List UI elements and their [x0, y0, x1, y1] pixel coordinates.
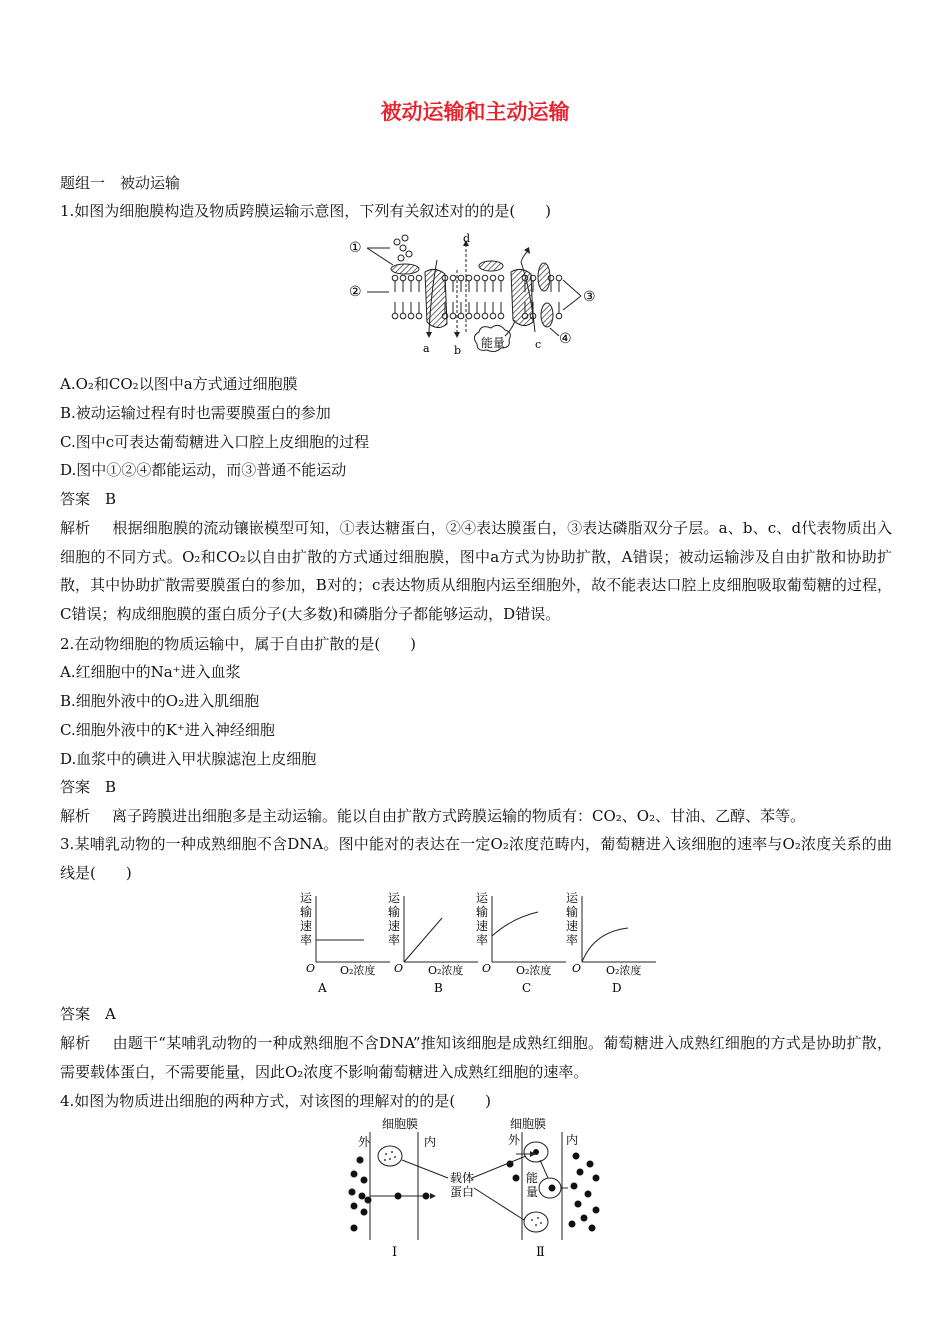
- page-title: 被动运输和主动运输: [380, 100, 570, 124]
- q2-option-c: C.细胞外液中的K⁺进入神经细胞: [60, 721, 275, 739]
- q3-graphs: [296, 888, 666, 1000]
- q4-transport-figure: [340, 1116, 610, 1260]
- svg-text:率: 率: [476, 933, 489, 947]
- graph-b: [388, 891, 478, 995]
- fig1-carrier: [378, 1146, 402, 1166]
- label-2: ②: [349, 284, 362, 300]
- sugar-chain: [394, 235, 412, 261]
- label-b: b: [454, 344, 462, 357]
- svg-text:细胞膜: 细胞膜: [382, 1117, 419, 1131]
- svg-text:运: 运: [566, 891, 579, 905]
- q1-stem: 1.如图为细胞膜构造及物质跨膜运输示意图，下列有关叙述对的的是( ): [60, 202, 552, 220]
- graph-d: [566, 891, 656, 995]
- svg-text:运: 运: [388, 891, 401, 905]
- svg-text:输: 输: [388, 905, 401, 919]
- q1-analysis: 解析 根据细胞膜的流动镶嵌模型可知，①表达糖蛋白，②④表达膜蛋白，③表达磷脂双分子层。a、b、c、d代表物质出入细胞的不同方式。O₂和CO₂以自由扩散的方式通过细胞膜，图中a方式为协助扩散，A错误；被动运输涉及自由扩散和协助扩散，其中协助扩散需要膜蛋白的参加，B对的；c表达物质从细胞内运至细胞外，故不能表达口腔上皮细胞吸取葡萄糖的过程，C错误；构成细胞膜的蛋白质分子(大多数)和磷脂分子都能够运动，D错误。: [60, 519, 892, 623]
- svg-text:内: 内: [566, 1133, 579, 1147]
- svg-text:O: O: [482, 962, 492, 975]
- svg-text:速: 速: [388, 919, 401, 933]
- channel-protein-a: [425, 269, 447, 327]
- q1-answer: 答案 B: [60, 490, 117, 508]
- svg-text:C: C: [522, 981, 532, 995]
- label-4: ④: [559, 331, 572, 347]
- fig1-outside-molecules: [349, 1157, 372, 1232]
- phospholipid-top-row: [392, 275, 562, 281]
- label-energy: 能量: [481, 336, 506, 350]
- q2-stem: 2.在动物细胞的物质运输中，属于自由扩散的是( ): [60, 635, 417, 653]
- q3-analysis: 解析 由题干“某哺乳动物的一种成熟细胞不含DNA”推知该细胞是成熟红细胞。葡萄糖进入成熟红细胞的方式是协助扩散，需要载体蛋白，不需要能量，因此O₂浓度不影响葡萄糖进入成熟红细胞的速率。: [60, 1034, 892, 1081]
- svg-text:外: 外: [358, 1135, 371, 1149]
- q3-answer: 答案 A: [60, 1005, 116, 1023]
- svg-text:量: 量: [526, 1185, 539, 1199]
- curve-c: [492, 912, 538, 936]
- curve-b: [404, 918, 442, 962]
- q1-option-c: C.图中c可表达葡萄糖进入口腔上皮细胞的过程: [60, 433, 370, 451]
- q1-option-a: A.O₂和CO₂以图中a方式通过细胞膜: [60, 375, 298, 393]
- q1-membrane-figure: [345, 232, 610, 360]
- label-d: d: [463, 232, 471, 245]
- q2-answer: 答案 B: [60, 778, 117, 796]
- curve-d: [582, 928, 628, 962]
- q2-option-b: B.细胞外液中的O₂进入肌细胞: [60, 692, 260, 710]
- svg-text:O₂浓度: O₂浓度: [606, 964, 642, 977]
- q2-option-a: A.红细胞中的Na⁺进入血浆: [60, 663, 241, 681]
- svg-text:A: A: [318, 981, 327, 995]
- svg-text:速: 速: [476, 919, 489, 933]
- label-c: c: [535, 338, 542, 351]
- svg-text:O: O: [572, 962, 582, 975]
- fig2-carrier-bottom: [524, 1212, 548, 1232]
- q1-option-d: D.图中①②④都能运动，而③普通不能运动: [60, 461, 347, 479]
- svg-text:D: D: [612, 981, 622, 995]
- svg-text:蛋白: 蛋白: [450, 1185, 475, 1199]
- svg-text:能: 能: [526, 1171, 539, 1185]
- svg-text:输: 输: [476, 905, 489, 919]
- svg-text:B: B: [434, 981, 443, 995]
- svg-text:输: 输: [300, 905, 313, 919]
- svg-text:率: 率: [566, 933, 579, 947]
- q2-analysis: 解析 离子跨膜进出细胞多是主动运输。能以自由扩散方式跨膜运输的物质有：CO₂、O₂、甘油、乙醇、苯等。: [60, 807, 806, 825]
- group-heading: 题组一 被动运输: [60, 174, 181, 192]
- label-1: ①: [349, 240, 362, 256]
- svg-text:速: 速: [300, 919, 313, 933]
- svg-text:率: 率: [300, 933, 313, 947]
- phospholipid-bottom-row: [392, 313, 562, 319]
- membrane-protein-4: [538, 263, 550, 291]
- q2-option-d: D.血浆中的碘进入甲状腺滤泡上皮细胞: [60, 750, 317, 768]
- svg-text:外: 外: [508, 1133, 521, 1147]
- graph-c: [476, 891, 566, 995]
- svg-text:O₂浓度: O₂浓度: [340, 964, 376, 977]
- svg-text:速: 速: [566, 919, 579, 933]
- svg-text:运: 运: [476, 891, 489, 905]
- graph-a: [300, 891, 390, 995]
- svg-text:O: O: [306, 962, 316, 975]
- svg-text:O: O: [394, 962, 404, 975]
- label-3: ③: [583, 289, 596, 305]
- svg-text:率: 率: [388, 933, 401, 947]
- svg-text:运: 运: [300, 891, 313, 905]
- svg-text:细胞膜: 细胞膜: [510, 1117, 547, 1131]
- svg-text:O₂浓度: O₂浓度: [428, 964, 464, 977]
- q3-stem: 3.某哺乳动物的一种成熟细胞不含DNA。图中能对的表达在一定O₂浓度范畴内，葡萄糖进入该细胞的速率与O₂浓度关系的曲线是( ): [60, 835, 892, 882]
- svg-text:Ⅱ: Ⅱ: [536, 1245, 545, 1260]
- svg-text:O₂浓度: O₂浓度: [516, 964, 552, 977]
- glycoprotein: [391, 264, 419, 274]
- svg-text:载体: 载体: [450, 1171, 475, 1185]
- q4-stem: 4.如图为物质进出细胞的两种方式，对该图的理解对的的是( ): [60, 1092, 492, 1110]
- svg-text:输: 输: [566, 905, 579, 919]
- label-a: a: [423, 342, 430, 355]
- svg-text:Ⅰ: Ⅰ: [392, 1245, 398, 1260]
- q1-option-b: B.被动运输过程有时也需要膜蛋白的参加: [60, 404, 331, 422]
- svg-text:内: 内: [424, 1135, 437, 1149]
